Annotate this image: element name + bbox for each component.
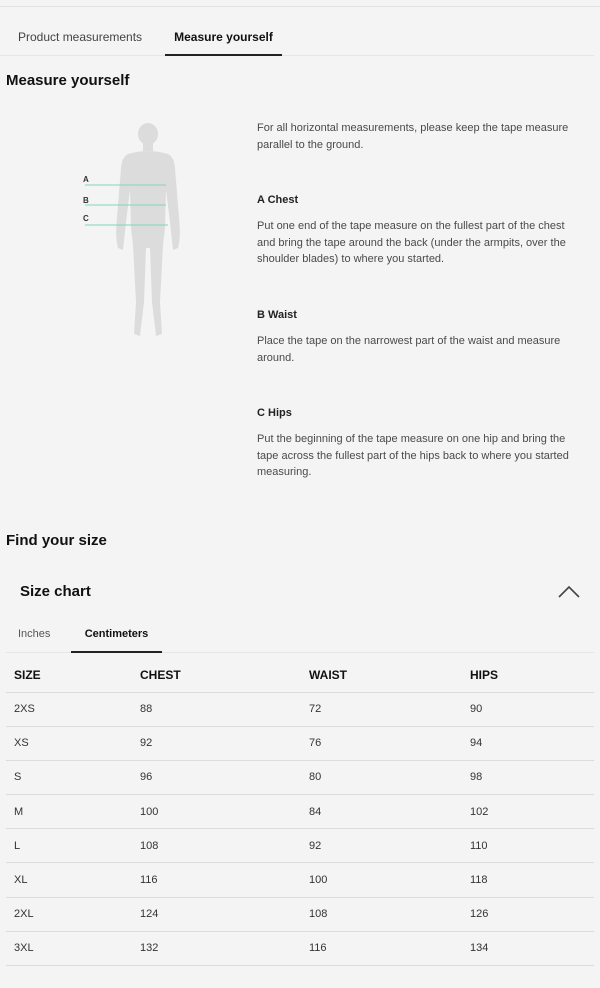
cell-hips: 110 xyxy=(462,829,594,863)
cell-chest: 108 xyxy=(132,829,301,863)
cell-hips: 134 xyxy=(462,931,594,965)
unit-tabs xyxy=(6,620,594,653)
cell-size: 2XS xyxy=(6,692,132,726)
hips-heading: C Hips xyxy=(257,407,292,419)
table-header-row xyxy=(6,658,594,692)
cell-chest: 88 xyxy=(132,692,301,726)
cell-size: 3XL xyxy=(6,931,132,965)
table-row xyxy=(6,726,594,760)
cell-hips: 90 xyxy=(462,692,594,726)
top-divider xyxy=(0,6,600,7)
cell-chest: 92 xyxy=(132,726,301,760)
label-b: B xyxy=(83,196,89,205)
waist-heading: B Waist xyxy=(257,309,297,321)
table-row xyxy=(6,931,594,965)
cell-waist: 76 xyxy=(301,726,462,760)
chest-heading: A Chest xyxy=(257,194,299,206)
body-figure xyxy=(80,120,200,345)
tab-measure-yourself[interactable]: Measure yourself xyxy=(165,20,282,56)
table-row xyxy=(6,829,594,863)
cell-size: XL xyxy=(6,863,132,897)
find-your-size-heading: Find your size xyxy=(6,532,107,549)
size-chart-toggle[interactable] xyxy=(6,572,594,612)
size-chart-title: Size chart xyxy=(20,583,91,600)
cell-size: M xyxy=(6,795,132,829)
label-c: C xyxy=(83,214,89,223)
cell-chest: 132 xyxy=(132,931,301,965)
tab-inches[interactable]: Inches xyxy=(18,628,51,640)
cell-hips: 126 xyxy=(462,897,594,931)
cell-chest: 116 xyxy=(132,863,301,897)
table-row xyxy=(6,897,594,931)
header-size: SIZE xyxy=(6,658,132,692)
table-row xyxy=(6,795,594,829)
cell-size: 2XL xyxy=(6,897,132,931)
cell-waist: 80 xyxy=(301,760,462,794)
measure-yourself-heading: Measure yourself xyxy=(6,72,130,89)
cell-waist: 72 xyxy=(301,692,462,726)
tab-centimeters[interactable]: Centimeters xyxy=(71,620,162,653)
cell-waist: 84 xyxy=(301,795,462,829)
cell-size: L xyxy=(6,829,132,863)
header-waist: WAIST xyxy=(301,658,462,692)
cell-hips: 102 xyxy=(462,795,594,829)
chest-instructions: Put one end of the tape measure on the fullest part of the chest and bring the tape around the back (under the armpits, over the shoulder blades) to where you started. xyxy=(257,220,566,265)
cell-hips: 94 xyxy=(462,726,594,760)
cell-waist: 116 xyxy=(301,931,462,965)
cell-size: XS xyxy=(6,726,132,760)
measurement-tabs xyxy=(0,20,594,56)
tab-product-measurements[interactable]: Product measurements xyxy=(18,30,143,44)
table-row xyxy=(6,760,594,794)
size-table xyxy=(6,658,594,966)
chevron-up-icon xyxy=(558,584,580,598)
header-hips: HIPS xyxy=(462,658,594,692)
waist-instructions: Place the tape on the narrowest part of the waist and measure around. xyxy=(257,335,561,364)
cell-hips: 118 xyxy=(462,863,594,897)
table-row xyxy=(6,692,594,726)
body-silhouette-illustration xyxy=(80,120,200,345)
hips-instructions: Put the beginning of the tape measure on one hip and bring the tape across the fullest part of the hips back to where you started measuring. xyxy=(257,433,569,478)
cell-waist: 100 xyxy=(301,863,462,897)
cell-chest: 96 xyxy=(132,760,301,794)
cell-waist: 92 xyxy=(301,829,462,863)
table-row xyxy=(6,863,594,897)
cell-size: S xyxy=(6,760,132,794)
instructions-intro: For all horizontal measurements, please keep the tape measure parallel to the ground. xyxy=(257,122,569,151)
cell-waist: 108 xyxy=(301,897,462,931)
label-a: A xyxy=(83,175,89,184)
cell-chest: 124 xyxy=(132,897,301,931)
header-chest: CHEST xyxy=(132,658,301,692)
cell-hips: 98 xyxy=(462,760,594,794)
cell-chest: 100 xyxy=(132,795,301,829)
